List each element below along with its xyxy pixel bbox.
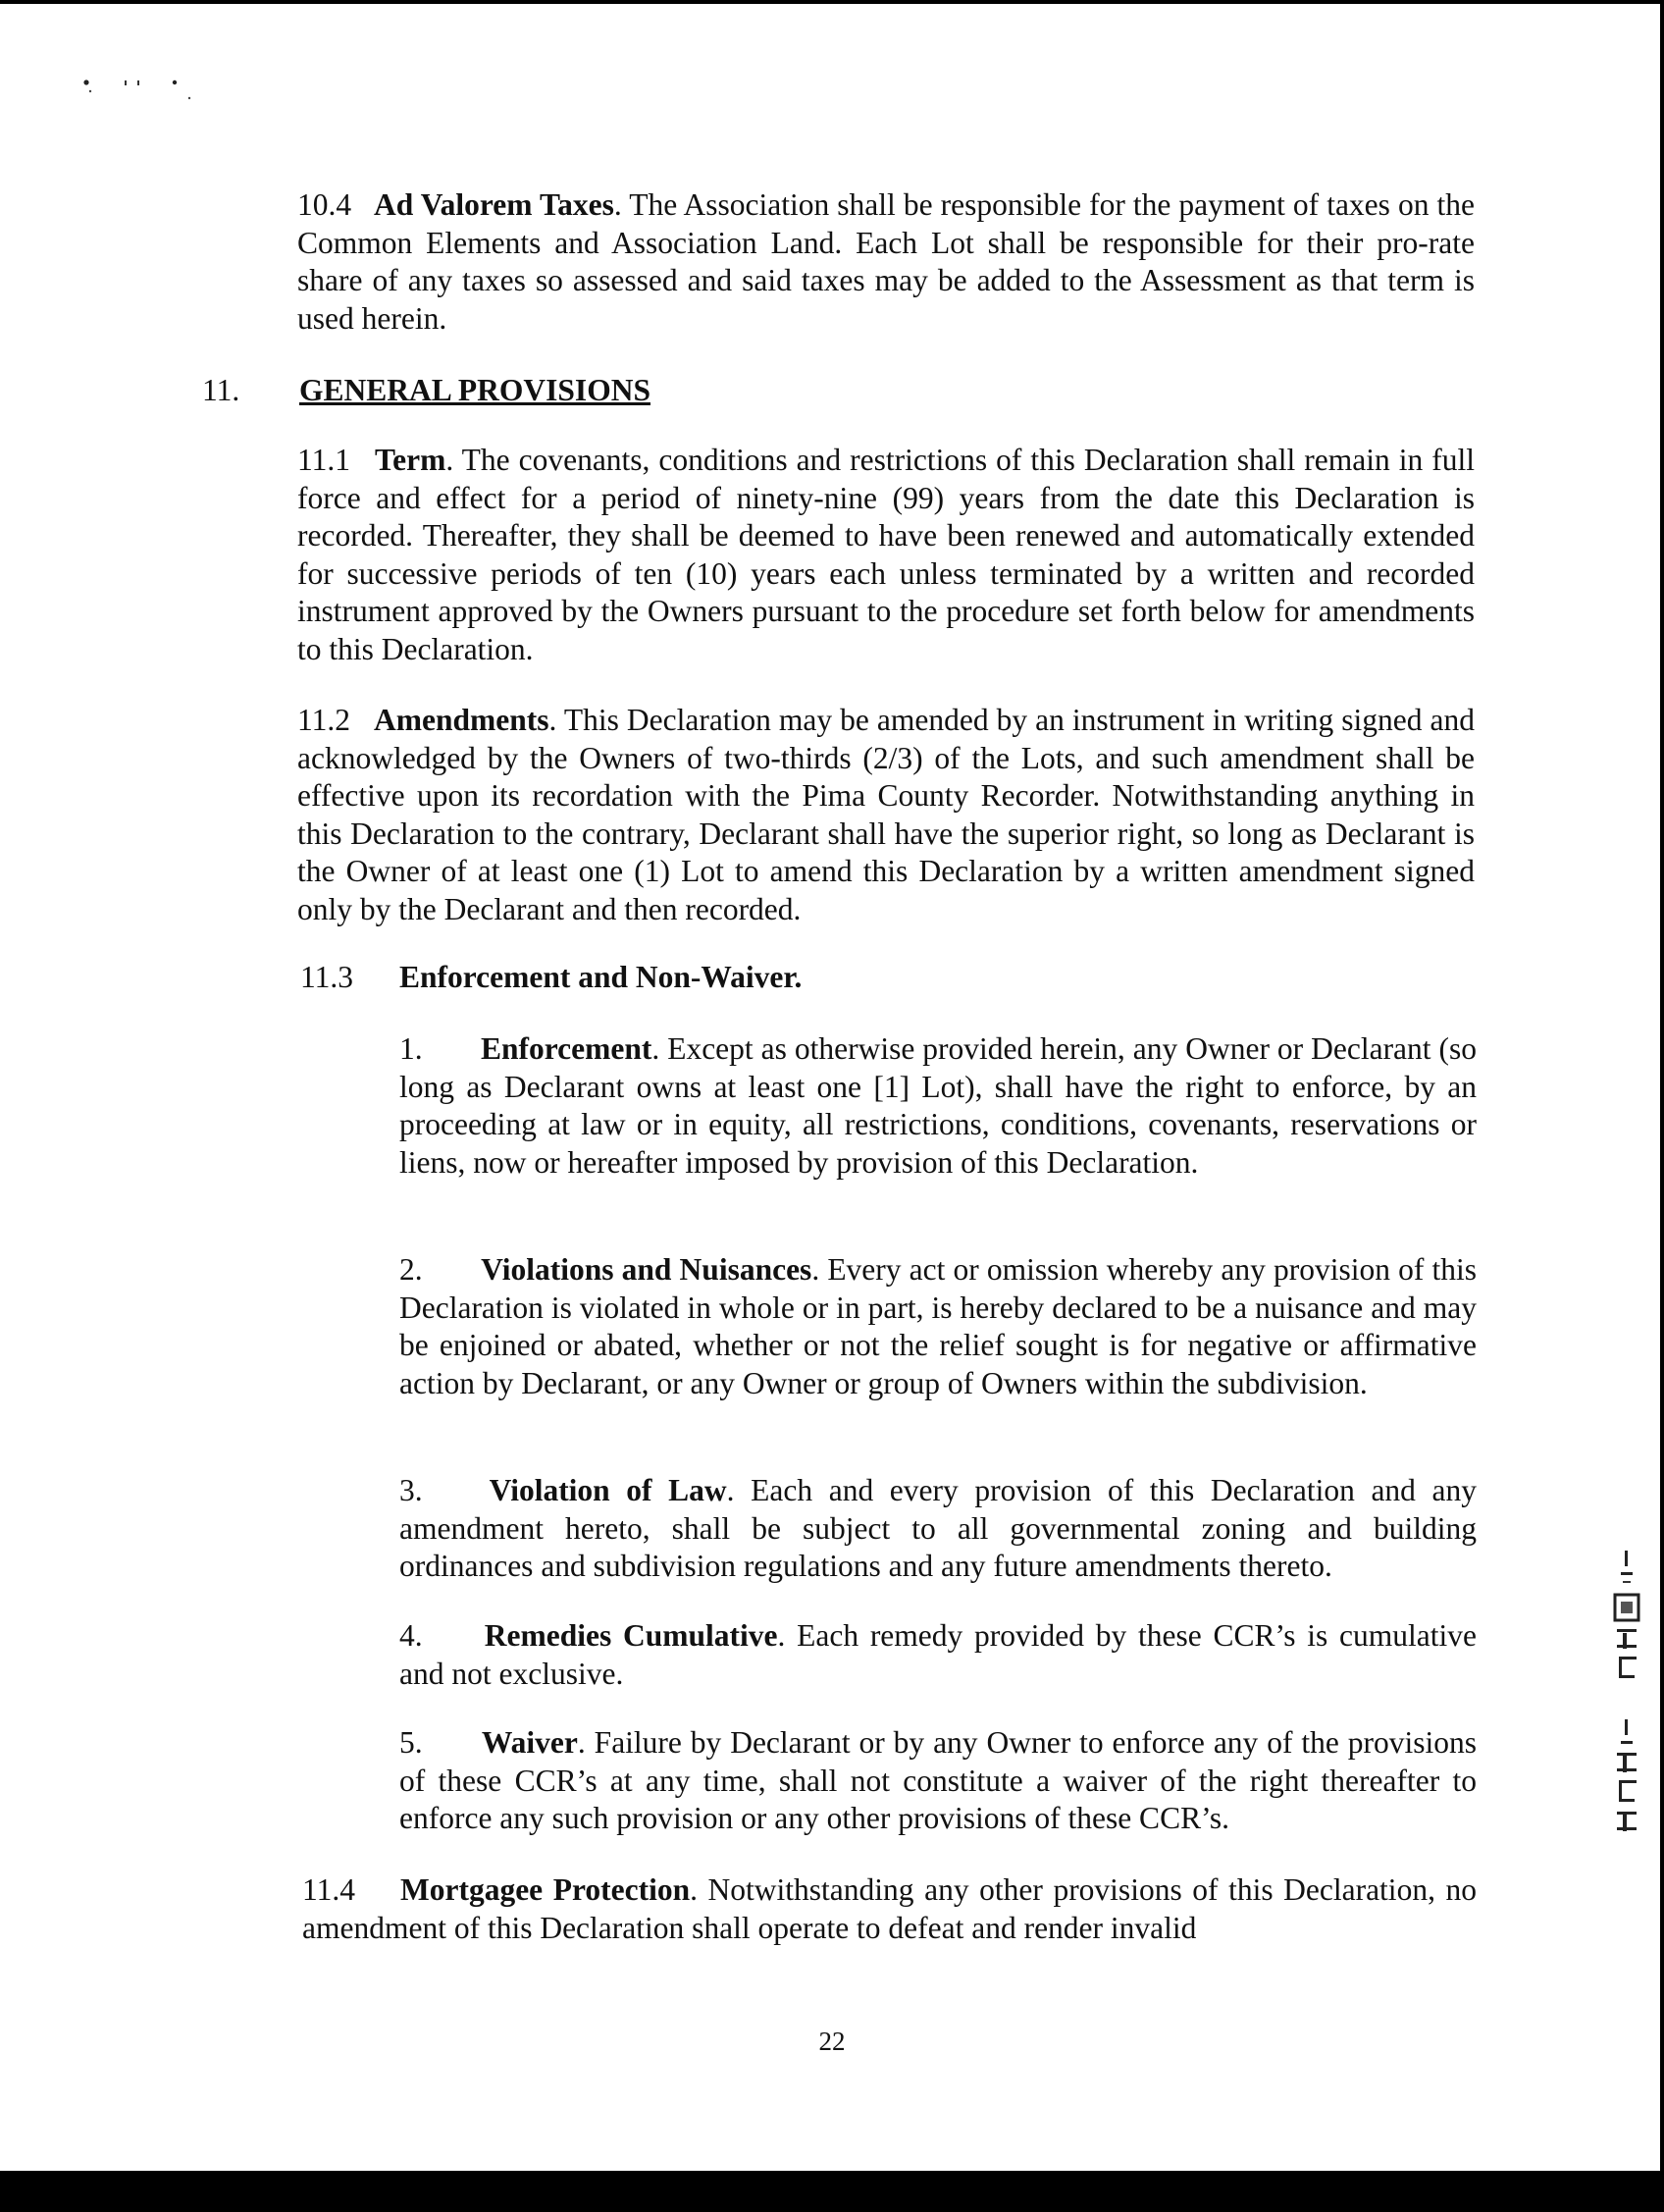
section-body: . Notwithstanding any other provisions of this Declaration, no amendment of this Declaration shall operate to defeat and render invalid xyxy=(302,1872,1478,1945)
section-11-1 xyxy=(297,442,1475,668)
section-body: . The Association shall be responsible for the payment of taxes on the Common Elements and Association Land. Each Lot shall be responsible for their pro-rate share of any taxes so assessed and said taxes may be added to the Assessment as that term is used herein. xyxy=(297,187,1475,336)
section-number: 11.2 xyxy=(297,703,350,737)
item-title: Waiver xyxy=(481,1725,578,1760)
section-number: 11.4 xyxy=(302,1872,355,1907)
section-number: 11.1 xyxy=(297,443,350,477)
scan-speck-marks xyxy=(80,75,198,114)
section-number: 10.4 xyxy=(297,187,352,222)
scan-border-bottom xyxy=(0,2171,1664,2212)
item-body: . Except as otherwise provided herein, any Owner or Declarant (so long as Declarant owns at least one [1] Lot), shall have the right to enforce, by an proceeding at law or in equity, all restrictions, conditions, covenants, reservations or liens, now or hereafter imposed by provision of this Declaration. xyxy=(399,1031,1478,1180)
item-number: 3. xyxy=(399,1473,423,1507)
section-11-2 xyxy=(297,702,1475,928)
item-title: Violation of Law xyxy=(489,1473,727,1507)
recording-stamp-mark xyxy=(1609,1551,1644,1884)
section-body: . This Declaration may be amended by an instrument in writing signed and acknowledged by the Owners of two-thirds (2/3) of the Lots, and such amendment shall be effective upon its recordation with the Pima County Recorder. Notwithstanding anything in this Declaration to the contrary, Declarant shall have the superior right, so long as Declarant is the Owner of at least one (1) Lot to amend this Declaration by a written amendment signed only by the Declarant and then recorded. xyxy=(297,703,1476,926)
list-item-violations-and-nuisances xyxy=(399,1251,1477,1402)
section-11-4 xyxy=(302,1871,1477,1947)
list-item-violation-of-law xyxy=(399,1472,1477,1586)
section-11-number: 11. xyxy=(202,373,240,407)
section-title: Ad Valorem Taxes xyxy=(374,187,614,222)
item-body: . Failure by Declarant or by any Owner to enforce any of the provisions of these CCR’s at any time, shall not constitute a waiver of the right thereafter to enforce any such provision or any other provisions of these CCR’s. xyxy=(399,1725,1478,1835)
section-number: 11.3 xyxy=(300,960,353,994)
section-11-3 xyxy=(300,960,802,995)
item-title: Remedies Cumulative xyxy=(484,1618,778,1653)
item-title: Enforcement xyxy=(480,1031,652,1066)
list-item-enforcement xyxy=(399,1030,1477,1182)
item-number: 4. xyxy=(399,1618,423,1653)
list-item-remedies-cumulative xyxy=(399,1617,1477,1693)
item-body: . Each remedy provided by these CCR’s is cumulative and not exclusive. xyxy=(399,1618,1478,1691)
section-11-title: GENERAL PROVISIONS xyxy=(299,373,650,407)
section-title: Amendments xyxy=(374,703,549,737)
section-body: . The covenants, conditions and restrictions of this Declaration shall remain in full force and effect for a period of ninety-nine (99) years from the date this Declaration is recorded. Thereafter, they shall be deemed to have been renewed and automatically extended for successive periods of ten (10) years each unless terminated by a written and recorded instrument approved by the Owners pursuant to the procedure set forth below for amendments to this Declaration. xyxy=(297,443,1475,666)
page-number: 22 xyxy=(818,2027,846,2056)
section-title: Enforcement and Non-Waiver. xyxy=(399,960,803,994)
item-number: 1. xyxy=(399,1031,423,1066)
list-item-waiver xyxy=(399,1724,1477,1838)
item-body: . Each and every provision of this Declaration and any amendment hereto, shall be subject to all governmental zoning and building ordinances and subdivision regulations and any future amendments thereto. xyxy=(399,1473,1478,1583)
section-title: Mortgagee Protection xyxy=(400,1872,691,1907)
item-number: 2. xyxy=(399,1252,423,1287)
section-10-4 xyxy=(297,186,1475,338)
item-body: . Every act or omission whereby any provision of this Declaration is violated in whole or in part, is hereby declared to be a nuisance and may be enjoined or abated, whether or not the relief sought is for negative or affirmative action by Declarant, or any Owner or group of Owners within the subdivision. xyxy=(399,1252,1478,1400)
item-title: Violations and Nuisances xyxy=(481,1252,812,1287)
section-title: Term xyxy=(375,443,446,477)
item-number: 5. xyxy=(399,1725,423,1760)
